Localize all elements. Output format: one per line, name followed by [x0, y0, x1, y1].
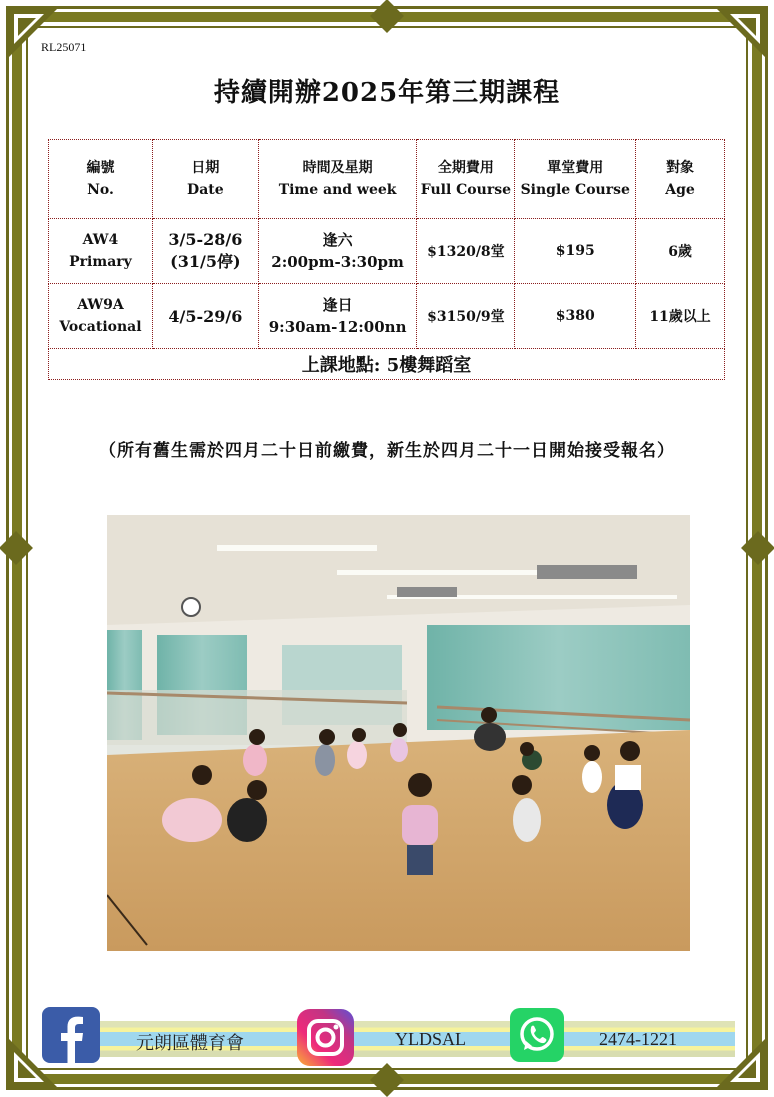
whatsapp-icon[interactable] — [510, 1008, 564, 1062]
org-name: 元朗區體育會 — [136, 1033, 244, 1053]
age-cell: 6歲 — [636, 219, 725, 284]
instagram-icon[interactable] — [297, 1009, 354, 1066]
full-fee-cell: $1320/8堂 — [417, 219, 515, 284]
header-cell: 單堂費用 Single Course — [515, 140, 636, 219]
course-code-cell: AW9A Vocational — [49, 284, 153, 349]
table-row — [49, 219, 725, 284]
table-row — [49, 284, 725, 349]
table-header-row — [49, 140, 725, 219]
time-cell: 逢日 9:30am-12:00nn — [258, 284, 417, 349]
time-cell: 逢六 2:00pm-3:30pm — [258, 219, 417, 284]
corner-ornament-top-right — [714, 6, 768, 60]
dance-class-photo — [107, 515, 690, 951]
page-title: 持續開辦2025年第三期課程 — [213, 78, 561, 108]
full-fee-cell: $3150/9堂 — [417, 284, 515, 349]
header-cell: 對象 Age — [636, 140, 725, 219]
date-cell: 3/5-28/6 (31/5停) — [152, 219, 258, 284]
header-cell: 全期費用 Full Course — [417, 140, 515, 219]
header-cell: 日期 Date — [152, 140, 258, 219]
phone-number: 2474-1221 — [599, 1029, 677, 1049]
age-cell: 11歲以上 — [636, 284, 725, 349]
course-table — [48, 139, 725, 380]
instagram-handle: YLDSAL — [395, 1029, 466, 1049]
facebook-icon[interactable] — [42, 1007, 100, 1063]
document-code: RL25071 — [41, 40, 87, 54]
location-row — [49, 349, 725, 380]
registration-notice: （所有舊生需於四月二十日前繳費，新生於四月二十一日開始接受報名） — [99, 441, 675, 461]
location-cell: 上課地點: 5樓舞蹈室 — [49, 349, 725, 380]
date-cell: 4/5-29/6 — [152, 284, 258, 349]
single-fee-cell: $380 — [515, 284, 636, 349]
header-cell: 編號 No. — [49, 140, 153, 219]
course-code-cell: AW4 Primary — [49, 219, 153, 284]
header-cell: 時間及星期 Time and week — [258, 140, 417, 219]
single-fee-cell: $195 — [515, 219, 636, 284]
